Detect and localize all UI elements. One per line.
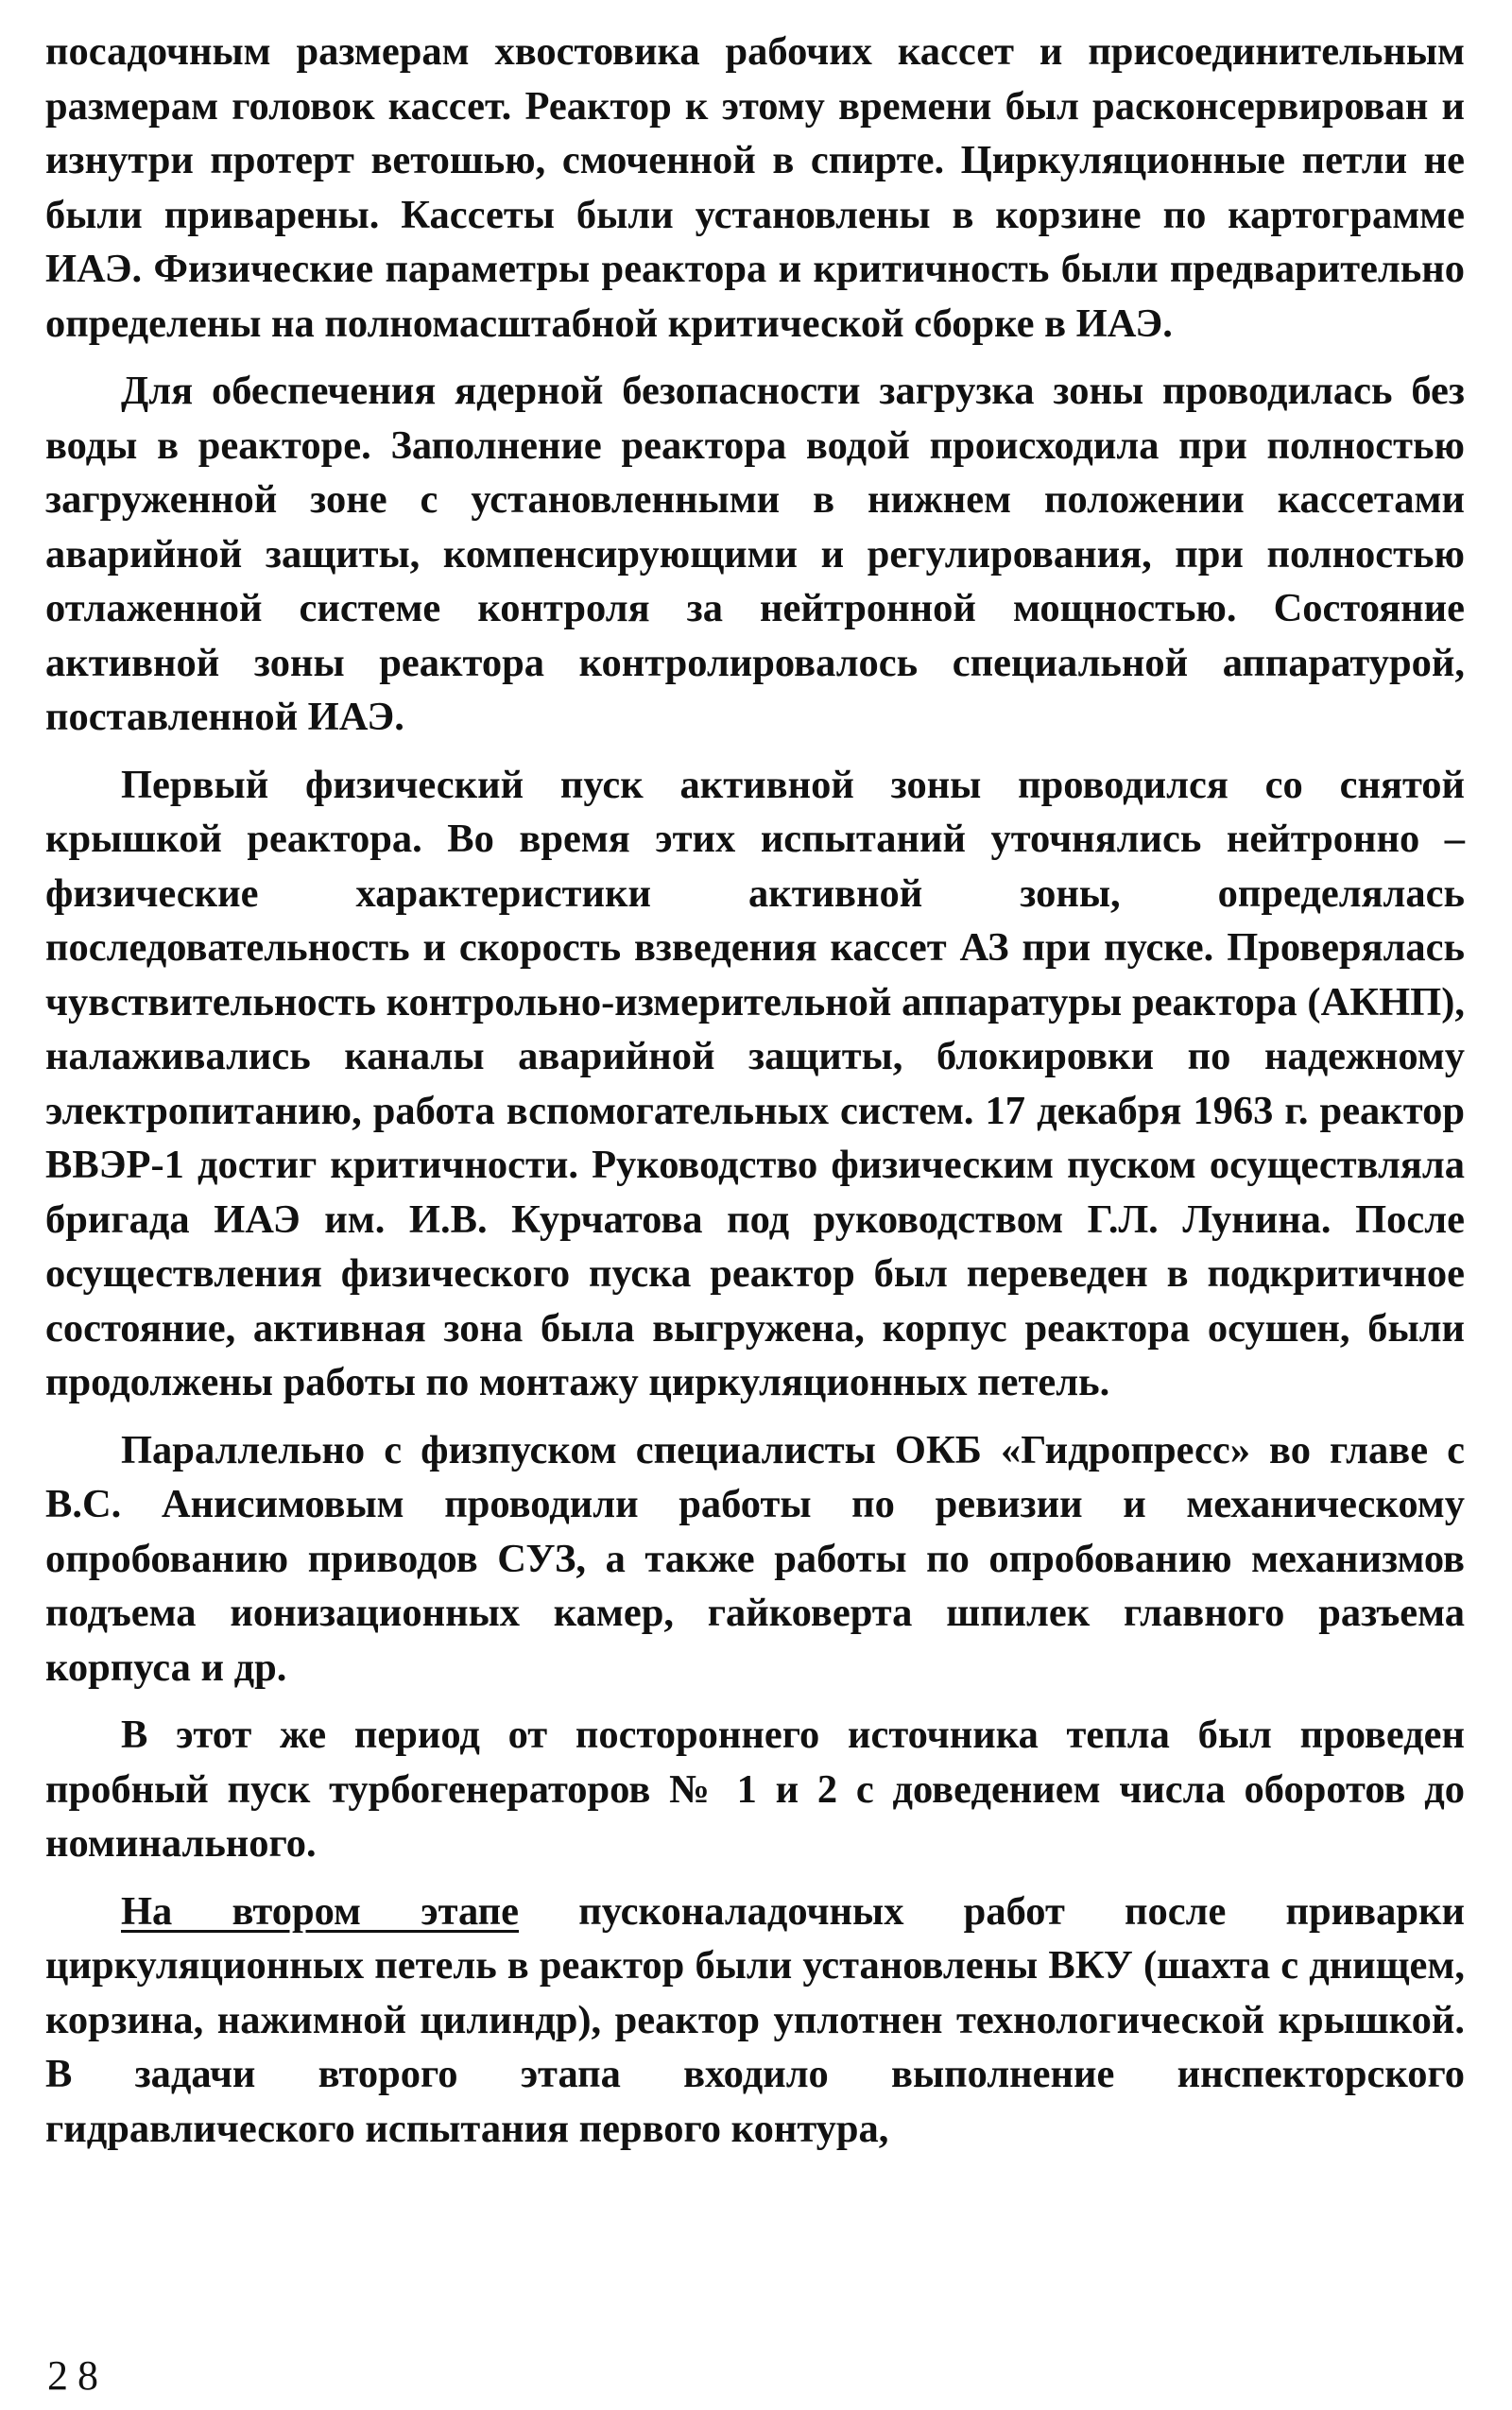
underlined-phrase: На втором этапе [121, 1888, 520, 1934]
paragraph-5: В этот же период от постороннего источника тепла был проведен пробный пуск турбогенераторов № 1 и 2 с доведением числа оборотов до номинального. [45, 1713, 1465, 1866]
paragraph-2: Для обеспечения ядерной безопасности загрузка зоны проводилась без воды в реакторе. Заполнение реактора водой происходила при полностью загруженной зоне с установленными в нижнем положении кассетами аварийной защиты, компенсирующими и регулирования, при полностью отлаженной системе контроля за нейтронной мощностью. Состояние активной зоны реактора контролировалось специальной аппаратурой, поставленной ИАЭ. [45, 369, 1465, 739]
paragraph-3: Первый физический пуск активной зоны проводился со снятой крышкой реактора. Во время этих испытаний уточнялись нейтронно – физические характеристики активной зоны, определялась последовательность и скорость взведения кассет АЗ при пуске. Проверялась чувствительность контрольно-измерительной аппаратуры реактора (АКНП), налаживались каналы аварийной защиты, блокировки по надежному электропитанию, работа вспомогательных систем. 17 декабря 1963 г. реактор ВВЭР-1 достиг критичности. Руководство физическим пуском осуществляла бригада ИАЭ им. И.В. Курчатова под руководством Г.Л. Лунина. После осуществления физического пуска реактор был переведен в подкритичное состояние, активная зона была выгружена, корпус реактора осушен, были продолжены работы по монтажу циркуляционных петель. [45, 762, 1465, 1404]
paragraph-6-text: пусконаладочных работ после приварки циркуляционных петель в реактор были установлены ВКУ (шахта с днищем, корзина, нажимной цилиндр), реактор уплотнен технологической крышкой. В задачи второго этапа входило выполнение инспекторского гидравлического испытания первого контура, [45, 1888, 1465, 2151]
paragraph-4: Параллельно с физпуском специалисты ОКБ «Гидропресс» во главе с В.С. Анисимовым проводили работы по ревизии и механическому опробованию приводов СУЗ, а также работы по опробованию механизмов подъема ионизационных камер, гайковерта шпилек главного разъема корпуса и др. [45, 1427, 1465, 1690]
page-number: 28 [47, 2352, 108, 2399]
paragraph-1: посадочным размерам хвостовика рабочих кассет и присоединительным размерам головок кассет. Реактор к этому времени был расконсервирован и изнутри протерт ветошью, смоченной в спирте. Циркуляционные петли не были приварены. Кассеты были установлены в корзине по картограмме ИАЭ. Физические параметры реактора и критичность были предварительно определены на полномасштабной критической сборке в ИАЭ. [45, 29, 1465, 346]
book-page [45, 25, 1465, 2378]
paragraph-6 [45, 1885, 1465, 2157]
